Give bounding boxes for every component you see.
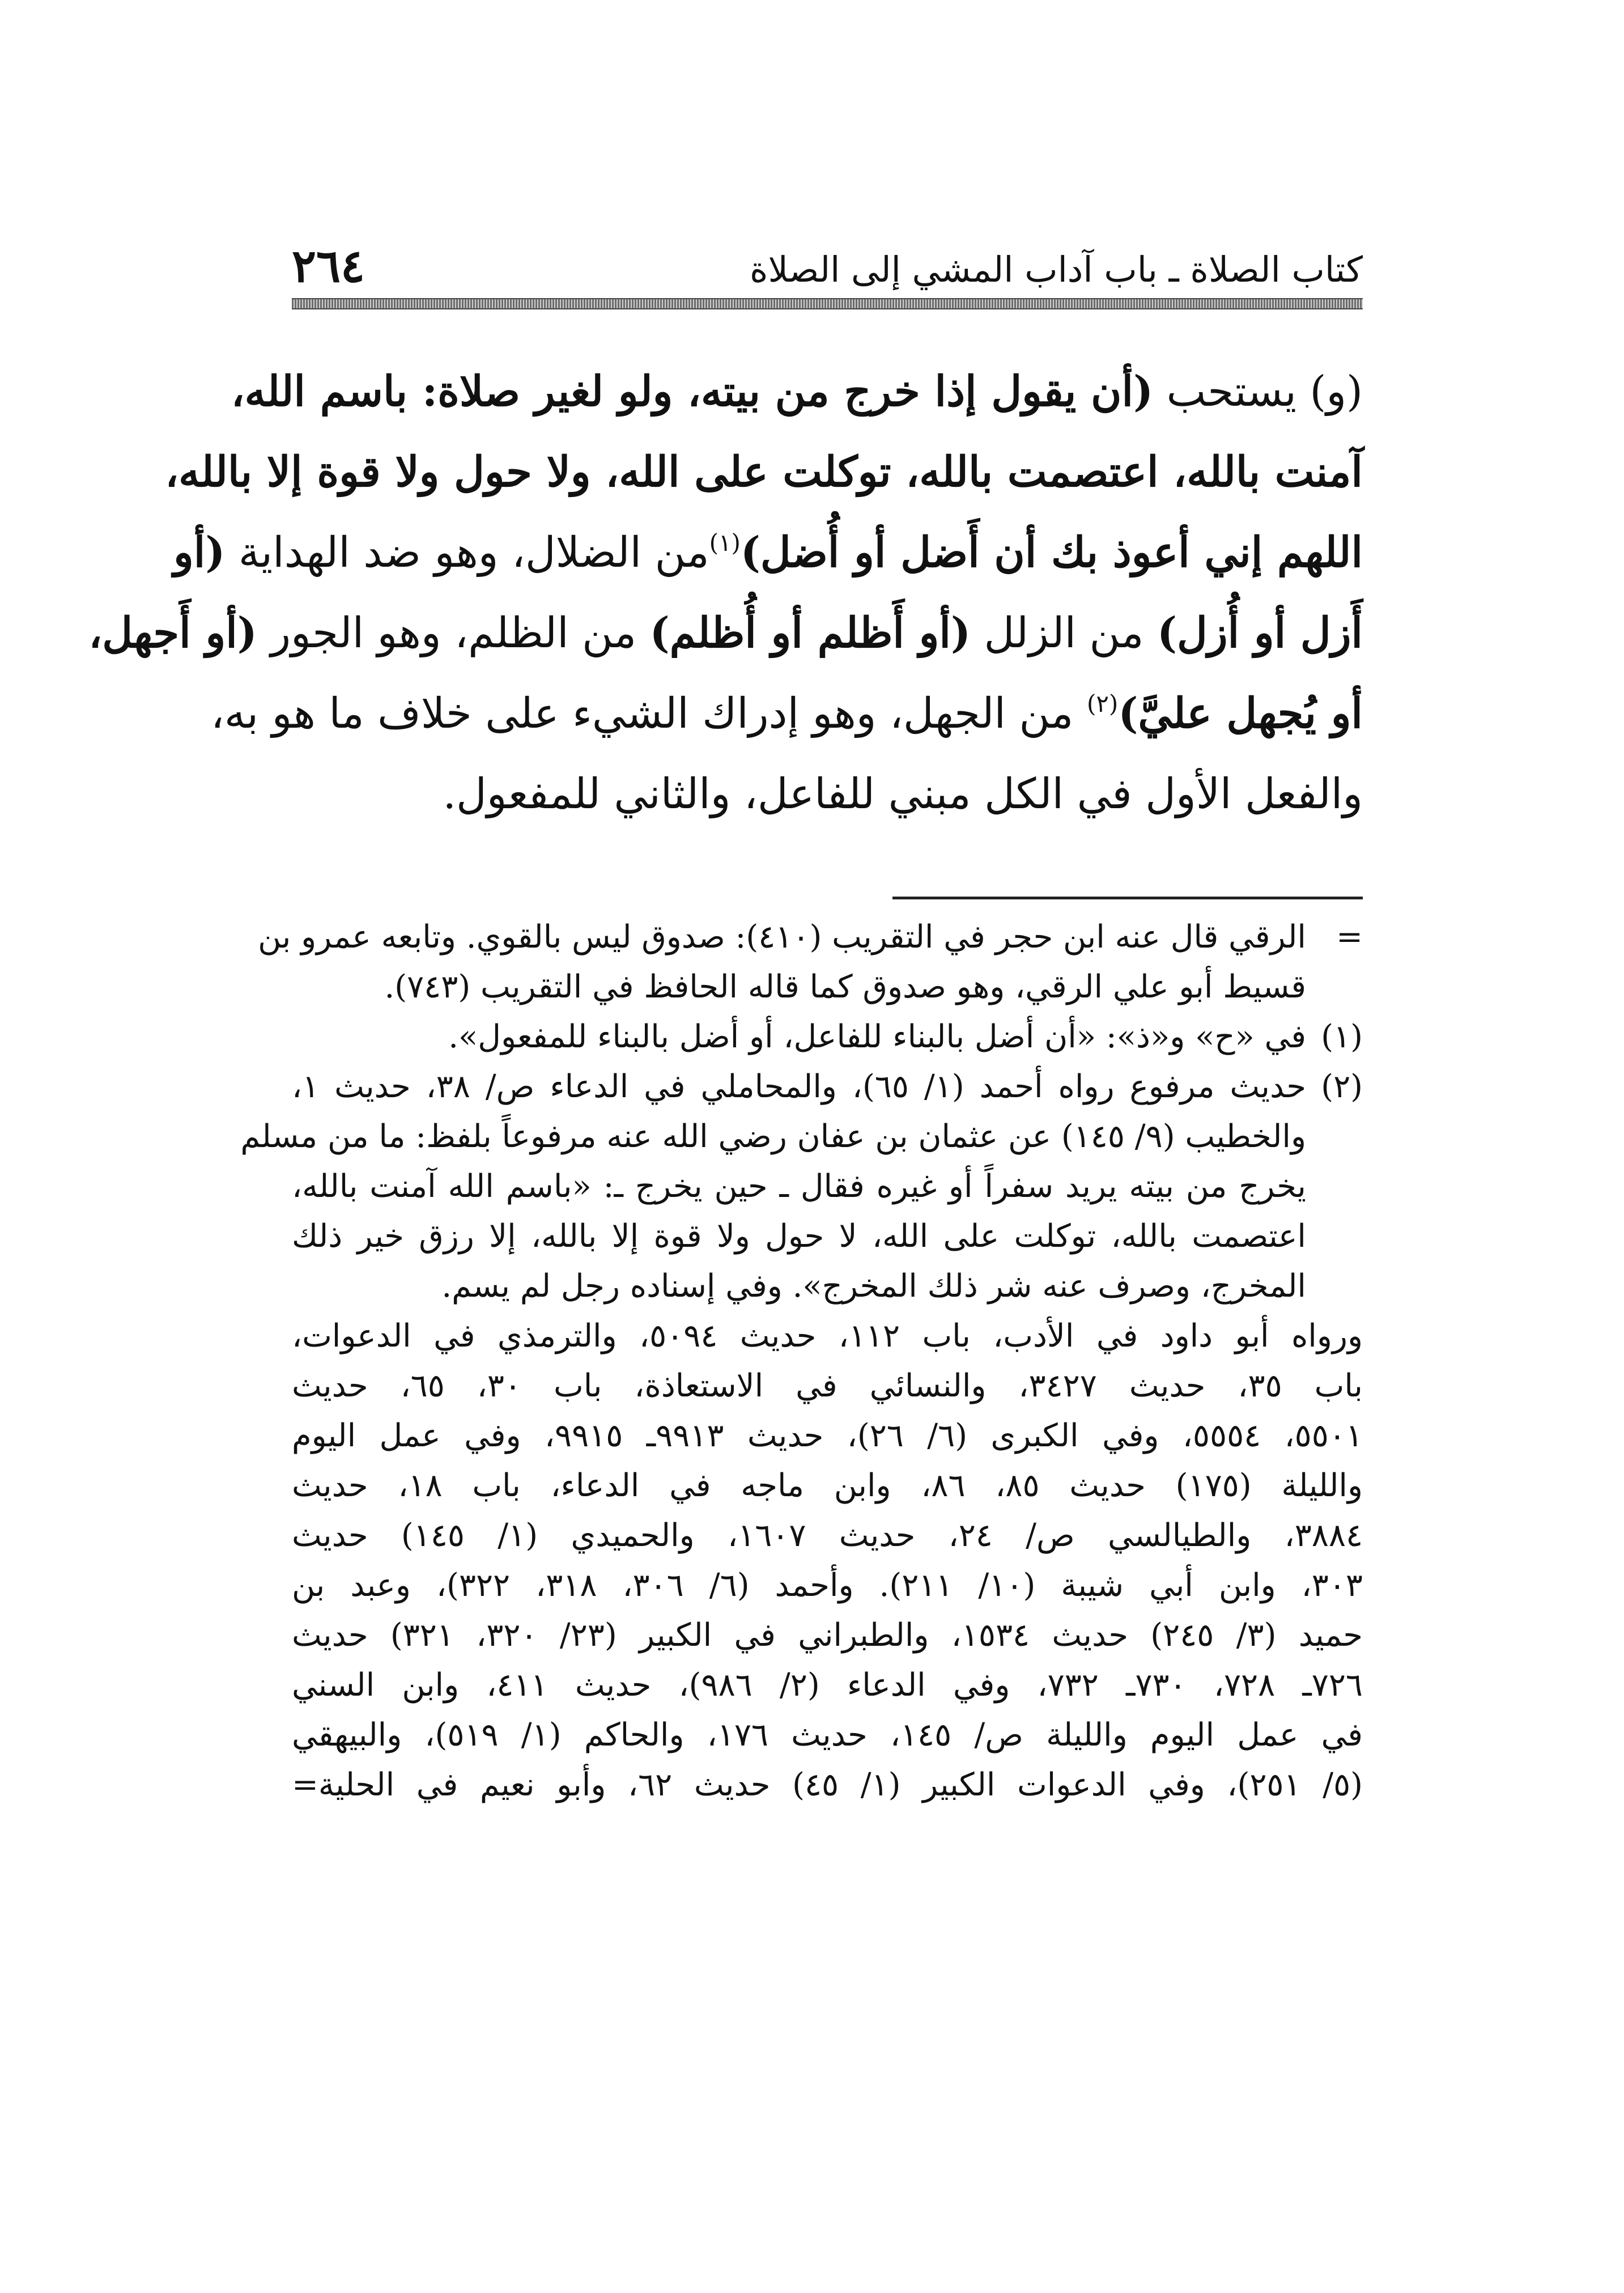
main-text-line [165,432,1363,512]
footnote-reference: (٢) [1086,690,1119,717]
main-text-line [231,351,1363,432]
footnote-text: باب ٣٥، حديث ٣٤٢٧، والنسائي في الاستعاذة، باب ٣٠، ٦٥، حديث [292,1368,1363,1404]
footnote-text: حديث مرفوع رواه أحمد (١/ ٦٥)، والمحاملي في الدعاء ص/ ٣٨، حديث ١، [292,1068,1306,1105]
footnote-text: حميد (٣/ ٢٤٥) حديث ١٥٣٤، والطبراني في الكبير (٢٣/ ٣٢٠، ٣٢١) حديث [292,1617,1363,1654]
footnote-line [292,1511,1363,1561]
footnote-text: يخرج من بيته يريد سفراً أو غيره فقال ـ حين يخرج ـ: «باسم الله آمنت بالله، [292,1168,1307,1205]
footnote-line [292,1411,1363,1461]
footnote-text: في «ح» و«ذ»: «أن أضل بالبناء للفاعل، أو أضل بالبناء للمفعول». [448,1018,1306,1055]
footnote-line [292,1311,1363,1361]
footnote-line [240,1112,1363,1162]
footnote-text: ٥٥٠١، ٥٥٥٤، وفي الكبرى (٦/ ٢٦)، حديث ٩٩١٣ـ ٩٩١٥، وفي عمل اليوم [292,1417,1363,1454]
text-segment: من الظلم، وهو الجور [257,609,650,657]
footnote-line [292,1461,1363,1511]
text-segment: (و) يستحب [1153,367,1363,416]
footnote-marker: (١) [1321,1018,1363,1055]
text-segment: والفعل الأول في الكل مبني للفاعل، والثاني للمفعول. [443,770,1363,818]
footnote-line [292,1661,1363,1710]
text-segment: اللهم إني أعوذ بك أن أَضل أو أُضل) [740,528,1363,577]
running-header [292,227,1363,300]
footnote-separator [892,897,1363,899]
main-text-line [173,512,1363,593]
footnote-reference: (١) [709,529,741,557]
footnotes-block [240,912,1363,1810]
footnote-line [292,1611,1363,1661]
page-number: ٢٦٤ [292,239,365,292]
footnote-line [292,1212,1363,1262]
footnote-text: ورواه أبو داود في الأدب، باب ١١٢، حديث ٥٠٩٤، والترمذي في الدعوات، [292,1318,1363,1354]
footnote-line [292,1062,1363,1112]
footnote-text: ٣٠٣، وابن أبي شيبة (١٠/ ٢١١). وأحمد (٦/ ٣٠٦، ٣١٨، ٣٢٢)، وعبد بن [292,1567,1363,1604]
main-text-block [88,351,1363,834]
footnote-line [258,912,1363,962]
text-segment: آمنت بالله، اعتصمت بالله، توكلت على الله، ولا حول ولا قوة إلا بالله، [165,448,1363,496]
text-segment: (أن يقول إذا خرج من بيته، ولو لغير صلاة: باسم الله، [231,367,1154,416]
footnote-line [292,1012,1363,1062]
footnote-line [292,1760,1363,1810]
text-segment: من الزلل [970,609,1158,657]
text-segment: أو يُجهل عليَّ) [1118,689,1363,738]
footnote-text: والخطيب (٩/ ١٤٥) عن عثمان بن عفان رضي الله عنه مرفوعاً بلفظ: ما من مسلم [240,1118,1306,1155]
footnote-text: والليلة (١٧٥) حديث ٨٥، ٨٦، وابن ماجه في الدعاء، باب ١٨، حديث [292,1467,1363,1504]
footnote-text: قسيط أبو علي الرقي، وهو صدوق كما قاله الحافظ في التقريب (٧٤٣). [384,969,1306,1005]
footnote-text: في عمل اليوم والليلة ص/ ١٤٥، حديث ١٧٦، والحاكم (١/ ٥١٩)، والبيهقي [292,1717,1363,1753]
footnote-line [292,962,1363,1012]
main-text-line [292,754,1363,834]
text-segment: (أو أَجهل، [88,609,257,657]
footnote-text: المخرج، وصرف عنه شر ذلك المخرج». وفي إسناده رجل لم يسم. [441,1268,1306,1305]
header-divider [292,298,1363,309]
main-text-line [210,673,1363,754]
footnote-marker: (٢) [1321,1068,1363,1105]
footnote-line [292,1361,1363,1411]
main-text-line [88,593,1363,673]
footnote-text: اعتصمت بالله، توكلت على الله، لا حول ولا قوة إلا بالله، إلا رزق خير ذلك [292,1218,1306,1255]
footnote-text: (٥/ ٢٥١)، وفي الدعوات الكبير (١/ ٤٥) حديث ٦٢، وأبو نعيم في الحلية= [292,1767,1363,1803]
chapter-title: كتاب الصلاة ـ باب آداب المشي إلى الصلاة [749,249,1363,290]
text-segment: (أو أَظلم أو أُظلم) [649,609,971,657]
text-segment: أَزل أو أُزل) [1157,609,1363,657]
footnote-line [292,1710,1363,1760]
text-segment: من الضلال، وهو ضد الهداية [225,528,709,577]
text-segment: (أو [173,528,226,577]
footnote-text: الرقي قال عنه ابن حجر في التقريب (٤١٠): صدوق ليس بالقوي. وتابعه عمرو بن [258,919,1306,956]
text-segment: من الجهل، وهو إدراك الشيء على خلاف ما هو به، [210,689,1087,738]
footnote-text: ٣٨٨٤، والطيالسي ص/ ٢٤، حديث ١٦٠٧، والحميدي (١/ ١٤٥) حديث [292,1517,1363,1554]
footnote-marker: = [1336,919,1363,956]
footnote-line [292,1561,1363,1611]
footnote-line [292,1162,1363,1212]
footnote-line [292,1262,1363,1311]
footnote-text: ٧٢٦ـ ٧٢٨، ٧٣٠ـ ٧٣٢، وفي الدعاء (٢/ ٩٨٦)، حديث ٤١١، وابن السني [292,1667,1363,1704]
